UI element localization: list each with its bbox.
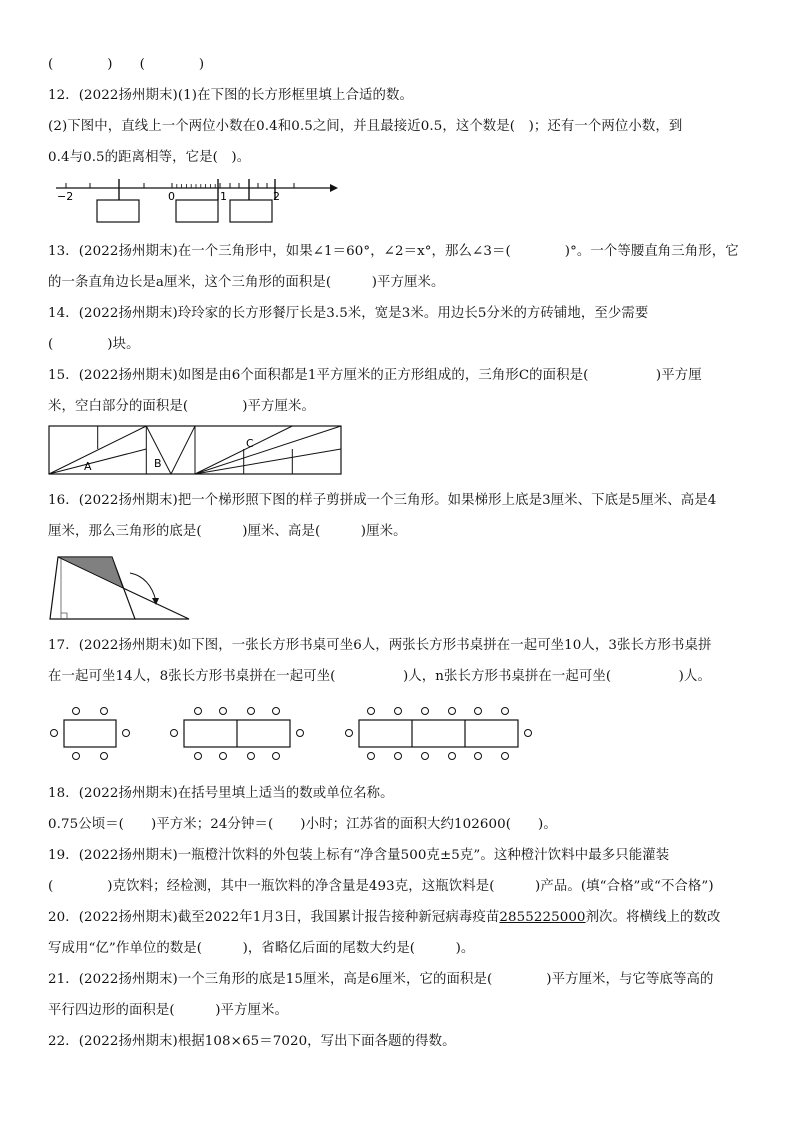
answer-box-1[interactable] [97,200,139,222]
triangle-label-a: A [84,460,92,473]
question-20-text-a: 20．(2022扬州期末)截至2022年1月3日，我国累计报告接种新冠病毒疫苗 [48,910,500,925]
tick-label-2: 2 [273,190,280,203]
question-13: 13．(2022扬州期末)在一个三角形中，如果∠1＝60°，∠2＝x°，那么∠3＝( )°。一个等腰直角三角形，它 [48,244,739,259]
question-17-cont: 在一起可坐14人，8张长方形书桌拼在一起可坐( )人，n张长方形书桌拼在一起可坐( )人。 [48,669,711,684]
question-19-cont: ( )克饮料；经检测，其中一瓶饮料的净含量是493克，这瓶饮料是( )产品。(填“合格”或“不合格”) [48,879,714,894]
question-18-cont: 0.75公顷＝( )平方米；24分钟＝( )小时；江苏省的面积大约102600( )。 [48,817,557,832]
question-21: 21．(2022扬州期末)一个三角形的底是15厘米，高是6厘米，它的面积是( )平方厘米，与它等底等高的 [48,972,714,987]
triangle-label-c: C [246,437,254,450]
question-22: 22．(2022扬州期末)根据108×65＝7020，写出下面各题的得数。 [48,1034,456,1049]
number-line-figure [48,178,348,228]
triangle-label-b: B [154,457,162,470]
desks-figure [48,705,548,765]
squares-triangles-figure [48,425,348,475]
question-20 [48,909,748,927]
tick-label-neg2: −2 [57,190,74,203]
question-16-cont: 厘米，那么三角形的底是( )厘米、高是( )厘米。 [48,524,407,539]
answer-box-3[interactable] [230,200,272,222]
question-20-cont: 写成用“亿”作单位的数是( )，省略亿后面的尾数大约是( )。 [48,941,475,956]
question-19: 19．(2022扬州期末)一瓶橙汁饮料的外包装上标有“净含量500克±5克”。这种橙汁饮料中最多只能灌装 [48,848,670,863]
trapezoid-figure [48,553,198,623]
question-15: 15．(2022扬州期末)如图是由6个面积都是1平方厘米的正方形组成的，三角形C的面积是( )平方厘 [48,368,702,383]
question-13-cont: 的一条直角边长是a厘米，这个三角形的面积是( )平方厘米。 [48,275,445,290]
question-12-part2: (2)下图中，直线上一个两位小数在0.4和0.5之间，并且最接近0.5，这个数是( )；还有一个两位小数，到 [48,119,683,134]
question-15-cont: 米，空白部分的面积是( )平方厘米。 [48,399,315,414]
question-21-cont: 平行四边形的面积是( )平方厘米。 [48,1003,288,1018]
question-12-part1: 12．(2022扬州期末)(1)在下图的长方形框里填上合适的数。 [48,88,413,103]
question-20-text-c: 剂次。将横线上的数改 [585,910,721,925]
question-18: 18．(2022扬州期末)在括号里填上适当的数或单位名称。 [48,786,394,801]
answer-blanks-q11: ( ) ( ) [48,57,205,72]
tick-label-1: 1 [220,190,227,203]
question-14: 14．(2022扬州期末)玲玲家的长方形餐厅长是3.5米，宽是3米。用边长5分米的方砖铺地，至少需要 [48,306,649,321]
question-14-cont: ( )块。 [48,337,140,352]
answer-box-2[interactable] [176,200,218,222]
underlined-number: 2855225000 [499,910,586,925]
question-12-part2-cont: 0.4与0.5的距离相等，它是( )。 [48,150,251,165]
question-16: 16．(2022扬州期末)把一个梯形照下图的样子剪拼成一个三角形。如果梯形上底是3厘米、下底是5厘米、高是4 [48,493,717,508]
question-17: 17．(2022扬州期末)如下图，一张长方形书桌可坐6人，两张长方形书桌拼在一起可坐10人，3张长方形书桌拼 [48,638,712,653]
tick-label-0: 0 [168,190,175,203]
